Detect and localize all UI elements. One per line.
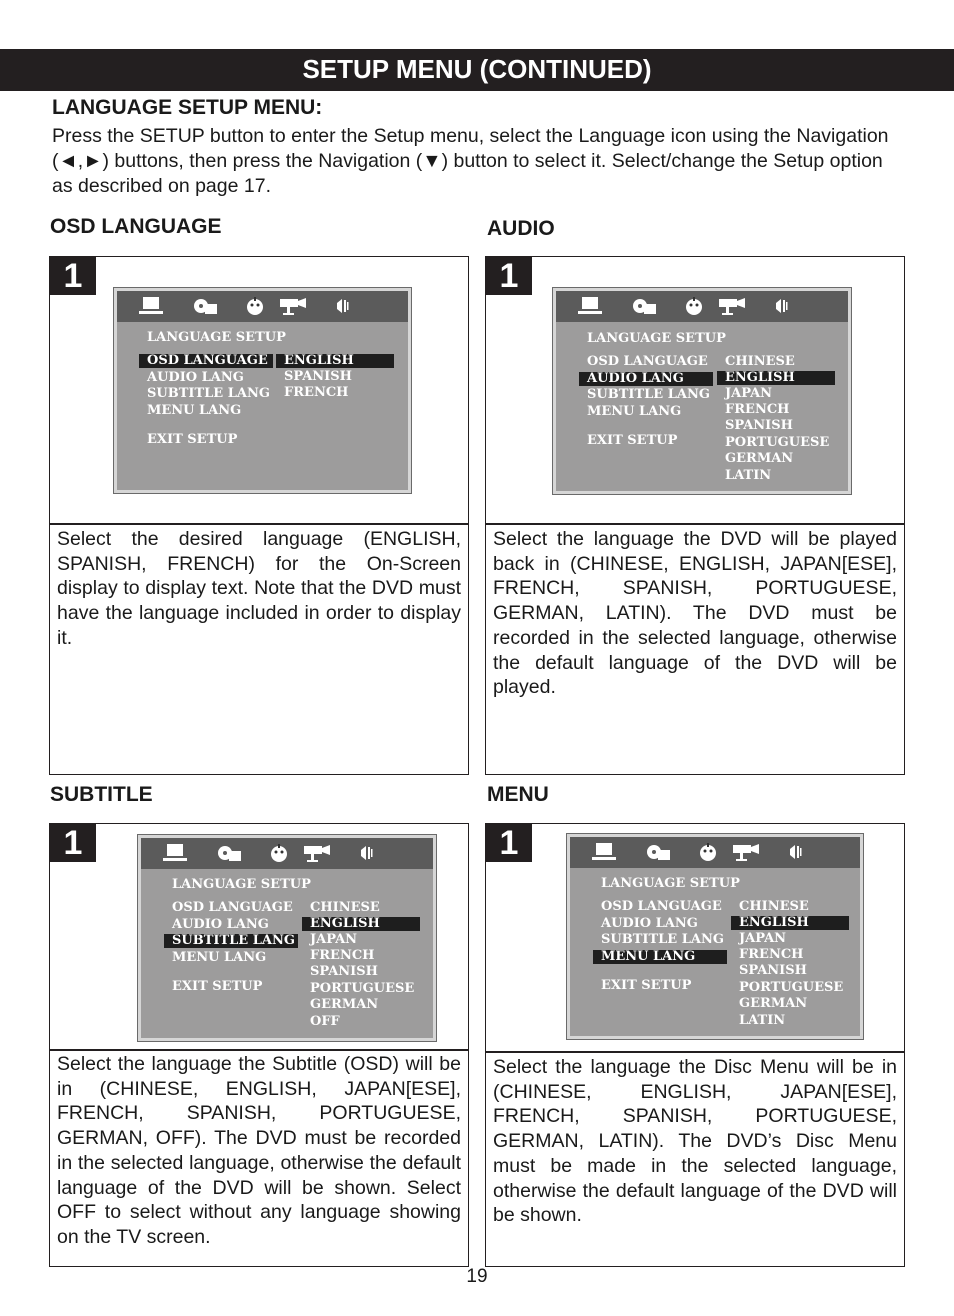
- option-spanish[interactable]: SPANISH: [725, 418, 793, 433]
- step-number: 1: [50, 257, 96, 295]
- step-number: 1: [486, 824, 532, 862]
- exit-setup[interactable]: EXIT SETUP: [172, 979, 263, 994]
- osd-screen: [114, 288, 411, 493]
- menu-panel: [485, 823, 905, 1267]
- left-item-subtitle-lang[interactable]: SUBTITLE LANG: [587, 387, 710, 402]
- option-german[interactable]: GERMAN: [739, 996, 808, 1011]
- left-item-audio-lang[interactable]: AUDIO LANG: [172, 917, 269, 932]
- step-number: 1: [486, 257, 532, 295]
- option-english[interactable]: ENGLISH: [731, 916, 849, 930]
- subtitle-menu: [141, 838, 433, 1038]
- panel-divider: [486, 1051, 904, 1053]
- option-spanish[interactable]: SPANISH: [739, 963, 807, 978]
- osd-heading: OSD LANGUAGE: [50, 215, 222, 238]
- option-german[interactable]: GERMAN: [725, 451, 794, 466]
- option-japan[interactable]: JAPAN: [739, 931, 787, 946]
- left-item-osd-language[interactable]: OSD LANGUAGE: [139, 354, 273, 368]
- subtitle-heading: SUBTITLE: [50, 783, 153, 806]
- exit-setup[interactable]: EXIT SETUP: [147, 432, 238, 447]
- left-item-audio-lang[interactable]: AUDIO LANG: [579, 372, 713, 386]
- panel-divider: [486, 523, 904, 525]
- option-english[interactable]: ENGLISH: [302, 917, 420, 931]
- option-japan[interactable]: JAPAN: [725, 386, 773, 401]
- step-number: 1: [50, 824, 96, 862]
- option-french[interactable]: FRENCH: [310, 948, 375, 963]
- left-item-menu-lang[interactable]: MENU LANG: [172, 950, 267, 965]
- option-latin[interactable]: LATIN: [725, 468, 772, 483]
- option-portuguese[interactable]: PORTUGUESE: [739, 980, 844, 995]
- option-chinese[interactable]: CHINESE: [739, 899, 809, 914]
- option-latin[interactable]: LATIN: [739, 1013, 786, 1028]
- left-item-menu-lang[interactable]: MENU LANG: [587, 404, 682, 419]
- left-item-subtitle-lang[interactable]: SUBTITLE LANG: [147, 386, 270, 401]
- option-french[interactable]: FRENCH: [739, 947, 804, 962]
- left-item-audio-lang[interactable]: AUDIO LANG: [147, 370, 244, 385]
- menu-title: LANGUAGE SETUP: [587, 331, 726, 346]
- panel-divider: [50, 1049, 468, 1051]
- page-banner: SETUP MENU (CONTINUED): [0, 49, 954, 91]
- option-french[interactable]: FRENCH: [284, 385, 349, 400]
- menu-description: Select the language the Disc Menu will be in (CHINESE, ENGLISH, JAPAN[ESE], FRENCH, SPANISH, PORTUGUESE, GERMAN, LATIN). The DVD’s Disc Menu must be made in the selected language, otherwise the default language of the DVD will be shown.: [493, 1056, 897, 1227]
- option-spanish[interactable]: SPANISH: [284, 369, 352, 384]
- exit-setup[interactable]: EXIT SETUP: [587, 433, 678, 448]
- left-item-menu-lang[interactable]: MENU LANG: [593, 950, 727, 964]
- option-off[interactable]: OFF: [310, 1014, 340, 1029]
- menu-heading: MENU: [487, 783, 549, 806]
- section-title: LANGUAGE SETUP MENU:: [52, 96, 323, 119]
- option-japan[interactable]: JAPAN: [310, 932, 358, 947]
- left-item-subtitle-lang[interactable]: SUBTITLE LANG: [164, 934, 298, 948]
- audio-description: Select the language the DVD will be played back in (CHINESE, ENGLISH, JAPAN[ESE], FRENCH, SPANISH, PORTUGUESE, GERMAN, LATIN). The DVD must be recorded in the selected language, otherwise the default language of the DVD will be played.: [493, 528, 897, 699]
- menu-screen: [567, 834, 863, 1039]
- menu-title: LANGUAGE SETUP: [601, 876, 740, 891]
- option-german[interactable]: GERMAN: [310, 997, 379, 1012]
- left-item-subtitle-lang[interactable]: SUBTITLE LANG: [601, 932, 724, 947]
- audio-menu: [556, 291, 848, 491]
- intro-text: Press the SETUP button to enter the Setup menu, select the Language icon using the Navigation (◄,►) buttons, then press the Navigation (▼) button to select it. Select/change the Setup option as described on page 17.: [52, 125, 889, 197]
- left-item-menu-lang[interactable]: MENU LANG: [147, 403, 242, 418]
- audio-heading: AUDIO: [487, 217, 555, 240]
- audio-screen: [553, 288, 851, 494]
- menu-title: LANGUAGE SETUP: [147, 330, 286, 345]
- option-french[interactable]: FRENCH: [725, 402, 790, 417]
- audio-panel: [485, 256, 905, 775]
- page-number: 19: [466, 1266, 488, 1287]
- menu-title: LANGUAGE SETUP: [172, 877, 311, 892]
- subtitle-panel: [49, 823, 469, 1267]
- left-item-osd-language[interactable]: OSD LANGUAGE: [172, 900, 293, 915]
- subtitle-description: Select the language the Subtitle (OSD) will be in (CHINESE, ENGLISH, JAPAN[ESE], FRENCH, SPANISH, PORTUGUESE, GERMAN, OFF). The DVD must be recorded in the selected language, otherwise the default language of the DVD will be shown. Select OFF to select without any language showing on the TV screen.: [57, 1053, 461, 1248]
- option-spanish[interactable]: SPANISH: [310, 964, 378, 979]
- osd-panel: [49, 256, 469, 775]
- option-portuguese[interactable]: PORTUGUESE: [725, 435, 830, 450]
- option-portuguese[interactable]: PORTUGUESE: [310, 981, 415, 996]
- exit-setup[interactable]: EXIT SETUP: [601, 978, 692, 993]
- left-item-osd-language[interactable]: OSD LANGUAGE: [601, 899, 722, 914]
- option-chinese[interactable]: CHINESE: [725, 354, 795, 369]
- subtitle-screen: [138, 835, 436, 1041]
- option-chinese[interactable]: CHINESE: [310, 900, 380, 915]
- left-item-osd-language[interactable]: OSD LANGUAGE: [587, 354, 708, 369]
- left-item-audio-lang[interactable]: AUDIO LANG: [601, 916, 698, 931]
- osd-menu: [117, 291, 408, 490]
- option-english[interactable]: ENGLISH: [276, 354, 394, 368]
- osd-description: Select the desired language (ENGLISH, SPANISH, FRENCH) for the On-Screen display to display text. Note that the DVD must have the language included in order to display it.: [57, 528, 461, 649]
- panel-divider: [50, 523, 468, 525]
- option-english[interactable]: ENGLISH: [717, 371, 835, 385]
- disc-menu: [570, 837, 860, 1036]
